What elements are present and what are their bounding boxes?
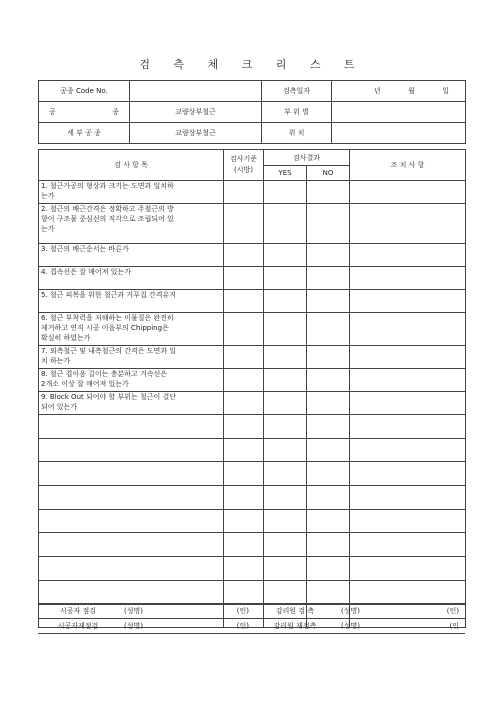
contractor-inspect-sign[interactable] — [118, 604, 255, 619]
result-yes-cell[interactable] — [264, 533, 307, 557]
criteria-cell[interactable] — [224, 486, 264, 510]
action-cell[interactable] — [350, 204, 466, 244]
criteria-cell[interactable] — [224, 290, 264, 313]
check-item: 6. 철근 부착력을 저해하는 이물질은 완전히 제거하고 연직 시공 이음부의 Chipping은 확실히 하였는가 — [39, 313, 224, 346]
action-cell[interactable] — [350, 557, 466, 581]
result-yes-cell[interactable] — [264, 415, 307, 439]
location-value[interactable] — [332, 123, 466, 144]
result-yes-cell[interactable] — [264, 181, 307, 204]
month-label: 월 — [408, 87, 415, 95]
action-cell[interactable] — [350, 462, 466, 486]
code-value[interactable] — [130, 81, 262, 102]
criteria-cell[interactable] — [224, 533, 264, 557]
name-label: (성명) — [124, 607, 143, 615]
table-row — [39, 533, 466, 557]
check-item: 1. 철근가공의 형상과 크기는 도면과 일치하 는가 — [39, 181, 224, 204]
table-row — [39, 290, 466, 313]
supervisor-inspect-label: 감리원 검 측 — [255, 604, 335, 619]
work-type-label: 공 종 — [39, 102, 130, 123]
result-no-cell[interactable] — [307, 533, 350, 557]
result-no-cell[interactable] — [307, 244, 350, 267]
result-yes-cell[interactable] — [264, 580, 307, 604]
supervisor-reinspect-sign[interactable] — [335, 619, 465, 634]
result-yes-cell[interactable] — [264, 346, 307, 369]
supervisor-inspect-sign[interactable] — [335, 604, 465, 619]
check-item: 7. 외측철근 및 내측철근의 간격은 도면과 일 치 하는가 — [39, 346, 224, 369]
result-yes-cell[interactable] — [264, 244, 307, 267]
result-no-cell[interactable] — [307, 267, 350, 290]
check-item — [39, 533, 224, 557]
header-table — [38, 80, 466, 144]
seal-label: (인) — [236, 607, 249, 615]
table-row — [39, 313, 466, 346]
result-no-cell[interactable] — [307, 557, 350, 581]
criteria-cell[interactable] — [224, 244, 264, 267]
table-row — [39, 181, 466, 204]
result-yes-cell[interactable] — [264, 290, 307, 313]
action-header: 조 치 사 항 — [350, 150, 466, 181]
inspection-date-value[interactable] — [332, 81, 466, 102]
criteria-header-sub: (시방) — [234, 166, 253, 174]
check-item — [39, 415, 224, 439]
criteria-cell[interactable] — [224, 346, 264, 369]
criteria-cell[interactable] — [224, 369, 264, 392]
table-row — [39, 580, 466, 604]
action-cell[interactable] — [350, 244, 466, 267]
action-cell[interactable] — [350, 509, 466, 533]
action-cell[interactable] — [350, 290, 466, 313]
work-type-value: 교량상부철근 — [130, 102, 262, 123]
criteria-header — [224, 150, 264, 181]
result-no-cell[interactable] — [307, 438, 350, 462]
check-item — [39, 509, 224, 533]
part-label: 부 위 별 — [262, 102, 332, 123]
location-label: 위 치 — [262, 123, 332, 144]
criteria-cell[interactable] — [224, 392, 264, 415]
table-row — [39, 369, 466, 392]
result-no-cell[interactable] — [307, 204, 350, 244]
result-yes-header: YES — [264, 166, 307, 181]
day-label: 일 — [442, 87, 449, 95]
result-yes-cell[interactable] — [264, 392, 307, 415]
items-header: 검 사 항 목 — [39, 150, 224, 181]
table-row — [39, 267, 466, 290]
result-no-cell[interactable] — [307, 290, 350, 313]
check-item: 4. 겹속선은 잘 매어져 있는가 — [39, 267, 224, 290]
table-row — [39, 557, 466, 581]
action-cell[interactable] — [350, 392, 466, 415]
action-cell[interactable] — [350, 346, 466, 369]
result-yes-cell[interactable] — [264, 509, 307, 533]
result-no-cell[interactable] — [307, 415, 350, 439]
check-item — [39, 580, 224, 604]
criteria-cell[interactable] — [224, 313, 264, 346]
contractor-reinspect-label: 시공자재점검 — [38, 619, 118, 634]
result-yes-cell[interactable] — [264, 313, 307, 346]
criteria-cell[interactable] — [224, 415, 264, 439]
check-item: 2. 철근의 배근간격은 정확하고 주철근의 방 향이 구조물 중심선의 직각으로 조립되어 있 는가 — [39, 204, 224, 244]
action-cell[interactable] — [350, 267, 466, 290]
criteria-cell[interactable] — [224, 557, 264, 581]
check-item — [39, 557, 224, 581]
check-item — [39, 462, 224, 486]
contractor-reinspect-sign[interactable] — [118, 619, 255, 634]
result-no-cell[interactable] — [307, 462, 350, 486]
result-no-header: NO — [307, 166, 350, 181]
criteria-cell[interactable] — [224, 204, 264, 244]
action-cell[interactable] — [350, 415, 466, 439]
action-cell[interactable] — [350, 313, 466, 346]
action-cell[interactable] — [350, 181, 466, 204]
check-item: 9. Block Out 되어야 할 부위는 철근이 결단 되어 있는가 — [39, 392, 224, 415]
part-value[interactable] — [332, 102, 466, 123]
criteria-cell[interactable] — [224, 462, 264, 486]
action-cell[interactable] — [350, 438, 466, 462]
result-yes-cell[interactable] — [264, 462, 307, 486]
check-item — [39, 438, 224, 462]
result-no-cell[interactable] — [307, 486, 350, 510]
checklist-table — [38, 149, 466, 628]
table-row — [39, 244, 466, 267]
action-cell[interactable] — [350, 533, 466, 557]
detail-work-value: 교량상부철근 — [130, 123, 262, 144]
criteria-cell[interactable] — [224, 181, 264, 204]
table-row — [39, 392, 466, 415]
result-no-cell[interactable] — [307, 369, 350, 392]
table-row — [39, 204, 466, 244]
action-cell[interactable] — [350, 369, 466, 392]
check-item: 5. 철근 피복을 위한 철근과 거푸집 간격유지 — [39, 290, 224, 313]
name-label: (성명) — [124, 622, 143, 630]
seal-label: (인 — [449, 622, 459, 630]
result-no-cell[interactable] — [307, 509, 350, 533]
criteria-cell[interactable] — [224, 438, 264, 462]
result-header: 검사결과 — [264, 150, 350, 166]
name-label: (성명) — [341, 622, 360, 630]
table-row — [39, 486, 466, 510]
criteria-cell[interactable] — [224, 509, 264, 533]
table-row — [39, 415, 466, 439]
result-no-cell[interactable] — [307, 346, 350, 369]
table-row — [39, 462, 466, 486]
action-cell[interactable] — [350, 580, 466, 604]
action-cell[interactable] — [350, 486, 466, 510]
result-yes-cell[interactable] — [264, 486, 307, 510]
result-yes-cell[interactable] — [264, 267, 307, 290]
table-row — [39, 509, 466, 533]
inspection-date-label: 검측일자 — [262, 81, 332, 102]
criteria-cell[interactable] — [224, 580, 264, 604]
detail-work-label: 세 부 공 종 — [39, 123, 130, 144]
seal-label: (인) — [236, 622, 249, 630]
criteria-header-label: 검사기준 — [229, 155, 258, 163]
check-item: 8. 철근 겹이음 길이는 충분하고 겨속선은 2개소 이상 잘 매어져 있는가 — [39, 369, 224, 392]
check-item: 3. 철근의 배근순서는 바른가 — [39, 244, 224, 267]
name-label: (성명) — [341, 607, 360, 615]
criteria-cell[interactable] — [224, 267, 264, 290]
signature-table — [38, 603, 465, 634]
year-label: 년 — [374, 87, 381, 95]
result-yes-cell[interactable] — [264, 438, 307, 462]
result-no-cell[interactable] — [307, 181, 350, 204]
result-no-cell[interactable] — [307, 392, 350, 415]
contractor-inspect-label: 시공자 점검 — [38, 604, 118, 619]
checklist-rows — [39, 181, 466, 628]
code-label: 공종 Code No. — [39, 81, 130, 102]
result-yes-cell[interactable] — [264, 369, 307, 392]
supervisor-reinspect-label: 감리원 재검측 — [255, 619, 335, 634]
result-no-cell[interactable] — [307, 313, 350, 346]
seal-label: (인) — [446, 607, 459, 615]
table-row — [39, 346, 466, 369]
result-no-cell[interactable] — [307, 580, 350, 604]
page-title: 검 측 체 크 리 스 트 — [139, 58, 365, 71]
check-item — [39, 486, 224, 510]
table-row — [39, 438, 466, 462]
result-yes-cell[interactable] — [264, 557, 307, 581]
result-yes-cell[interactable] — [264, 204, 307, 244]
